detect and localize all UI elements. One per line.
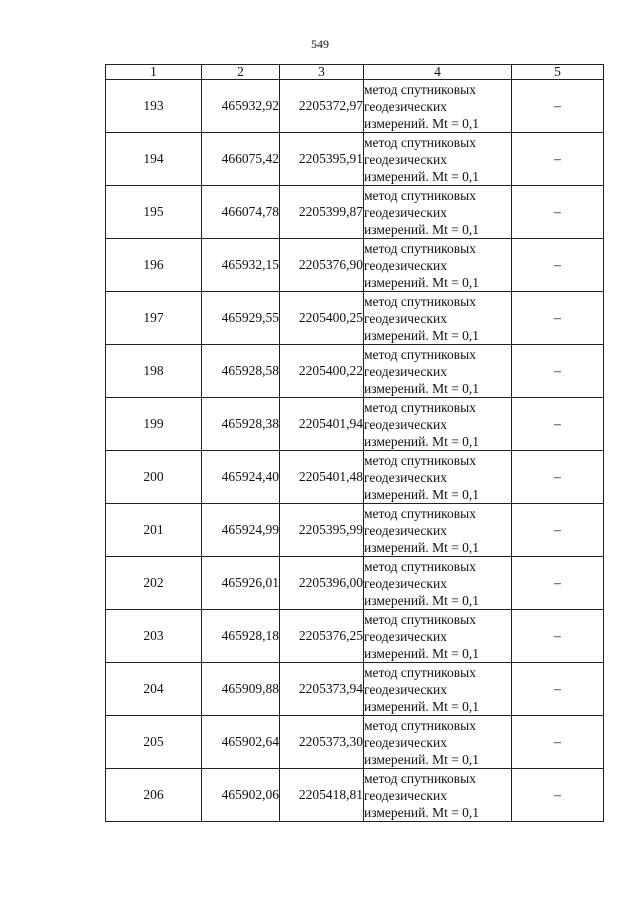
method-text-line: метод спутниковых [364,558,476,574]
method-cell [364,133,512,186]
table-row [106,133,604,186]
method-text-line: метод спутниковых [364,240,476,256]
method-text-line: геодезических [364,787,447,803]
table-row [106,663,604,716]
method-text-line: геодезических [364,363,447,379]
point-number-cell: 201 [106,504,202,557]
column-5-cell: – [512,292,604,345]
table-row [106,80,604,133]
method-text-line: метод спутниковых [364,399,476,415]
table-row [106,398,604,451]
point-number-cell: 195 [106,186,202,239]
point-number-cell: 199 [106,398,202,451]
x-coordinate-cell: 465928,38 [202,398,280,451]
method-text-line: геодезических [364,628,447,644]
point-number-cell: 196 [106,239,202,292]
column-header-3: 3 [280,65,364,80]
column-5-cell: – [512,345,604,398]
page-number: 549 [311,37,329,51]
y-coordinate-cell: 2205373,30 [280,716,364,769]
x-coordinate-cell: 465929,55 [202,292,280,345]
point-number-cell: 197 [106,292,202,345]
method-text-line: метод спутниковых [364,611,476,627]
method-text-line: измерений. Mt = 0,1 [364,486,480,502]
table-row [106,557,604,610]
method-text-line: метод спутниковых [364,717,476,733]
method-cell [364,186,512,239]
method-cell [364,716,512,769]
y-coordinate-cell: 2205373,94 [280,663,364,716]
column-5-cell: – [512,557,604,610]
table-row [106,239,604,292]
method-text-line: метод спутниковых [364,187,476,203]
method-text-line: измерений. Mt = 0,1 [364,380,480,396]
method-text-line: геодезических [364,151,447,167]
method-text-line: измерений. Mt = 0,1 [364,751,480,767]
method-text-line: метод спутниковых [364,452,476,468]
x-coordinate-cell: 465926,01 [202,557,280,610]
table-row [106,292,604,345]
y-coordinate-cell: 2205400,22 [280,345,364,398]
method-text-line: измерений. Mt = 0,1 [364,274,480,290]
method-text-line: геодезических [364,681,447,697]
x-coordinate-cell: 465909,88 [202,663,280,716]
column-header-2: 2 [202,65,280,80]
method-text-line: метод спутниковых [364,505,476,521]
table-row [106,716,604,769]
table-header [106,65,604,80]
point-number-cell: 193 [106,80,202,133]
method-text-line: измерений. Mt = 0,1 [364,433,480,449]
y-coordinate-cell: 2205401,48 [280,451,364,504]
y-coordinate-cell: 2205400,25 [280,292,364,345]
point-number-cell: 202 [106,557,202,610]
method-text-line: измерений. Mt = 0,1 [364,221,480,237]
x-coordinate-cell: 465928,58 [202,345,280,398]
method-cell [364,504,512,557]
table-row [106,186,604,239]
column-5-cell: – [512,504,604,557]
point-number-cell: 203 [106,610,202,663]
method-text-line: измерений. Mt = 0,1 [364,539,480,555]
method-text-line: измерений. Mt = 0,1 [364,592,480,608]
column-header-5: 5 [512,65,604,80]
column-header-1: 1 [106,65,202,80]
method-cell [364,769,512,822]
method-text-line: геодезических [364,310,447,326]
point-number-cell: 205 [106,716,202,769]
method-text-line: геодезических [364,416,447,432]
y-coordinate-cell: 2205395,99 [280,504,364,557]
table-row [106,769,604,822]
method-text-line: геодезических [364,204,447,220]
method-cell [364,292,512,345]
x-coordinate-cell: 465924,99 [202,504,280,557]
header-row [106,65,604,80]
table-row [106,345,604,398]
method-text-line: геодезических [364,575,447,591]
method-cell [364,80,512,133]
method-cell [364,451,512,504]
method-text-line: измерений. Mt = 0,1 [364,327,480,343]
column-5-cell: – [512,663,604,716]
method-text-line: измерений. Mt = 0,1 [364,115,480,131]
method-text-line: измерений. Mt = 0,1 [364,698,480,714]
column-5-cell: – [512,769,604,822]
column-5-cell: – [512,716,604,769]
column-5-cell: – [512,398,604,451]
method-text-line: измерений. Mt = 0,1 [364,804,480,820]
y-coordinate-cell: 2205376,25 [280,610,364,663]
method-cell [364,345,512,398]
column-5-cell: – [512,80,604,133]
table-row [106,451,604,504]
method-text-line: метод спутниковых [364,293,476,309]
column-5-cell: – [512,610,604,663]
y-coordinate-cell: 2205376,90 [280,239,364,292]
method-text-line: метод спутниковых [364,81,476,97]
method-cell [364,398,512,451]
point-number-cell: 194 [106,133,202,186]
x-coordinate-cell: 465928,18 [202,610,280,663]
x-coordinate-cell: 466075,42 [202,133,280,186]
x-coordinate-cell: 466074,78 [202,186,280,239]
y-coordinate-cell: 2205396,00 [280,557,364,610]
x-coordinate-cell: 465902,64 [202,716,280,769]
y-coordinate-cell: 2205372,97 [280,80,364,133]
y-coordinate-cell: 2205401,94 [280,398,364,451]
column-5-cell: – [512,133,604,186]
method-text-line: геодезических [364,257,447,273]
method-cell [364,557,512,610]
method-cell [364,239,512,292]
column-header-4: 4 [364,65,512,80]
x-coordinate-cell: 465902,06 [202,769,280,822]
point-number-cell: 200 [106,451,202,504]
y-coordinate-cell: 2205418,81 [280,769,364,822]
coordinates-table [105,64,604,822]
table-row [106,610,604,663]
method-text-line: метод спутниковых [364,664,476,680]
method-text-line: геодезических [364,469,447,485]
column-5-cell: – [512,451,604,504]
point-number-cell: 204 [106,663,202,716]
method-text-line: метод спутниковых [364,134,476,150]
method-cell [364,663,512,716]
point-number-cell: 206 [106,769,202,822]
point-number-cell: 198 [106,345,202,398]
table-row [106,504,604,557]
column-5-cell: – [512,186,604,239]
x-coordinate-cell: 465924,40 [202,451,280,504]
method-text-line: геодезических [364,522,447,538]
method-text-line: измерений. Mt = 0,1 [364,645,480,661]
x-coordinate-cell: 465932,92 [202,80,280,133]
method-cell [364,610,512,663]
column-5-cell: – [512,239,604,292]
method-text-line: метод спутниковых [364,346,476,362]
method-text-line: геодезических [364,734,447,750]
method-text-line: метод спутниковых [364,770,476,786]
x-coordinate-cell: 465932,15 [202,239,280,292]
method-text-line: измерений. Mt = 0,1 [364,168,480,184]
y-coordinate-cell: 2205395,91 [280,133,364,186]
method-text-line: геодезических [364,98,447,114]
table-body [106,80,604,822]
y-coordinate-cell: 2205399,87 [280,186,364,239]
